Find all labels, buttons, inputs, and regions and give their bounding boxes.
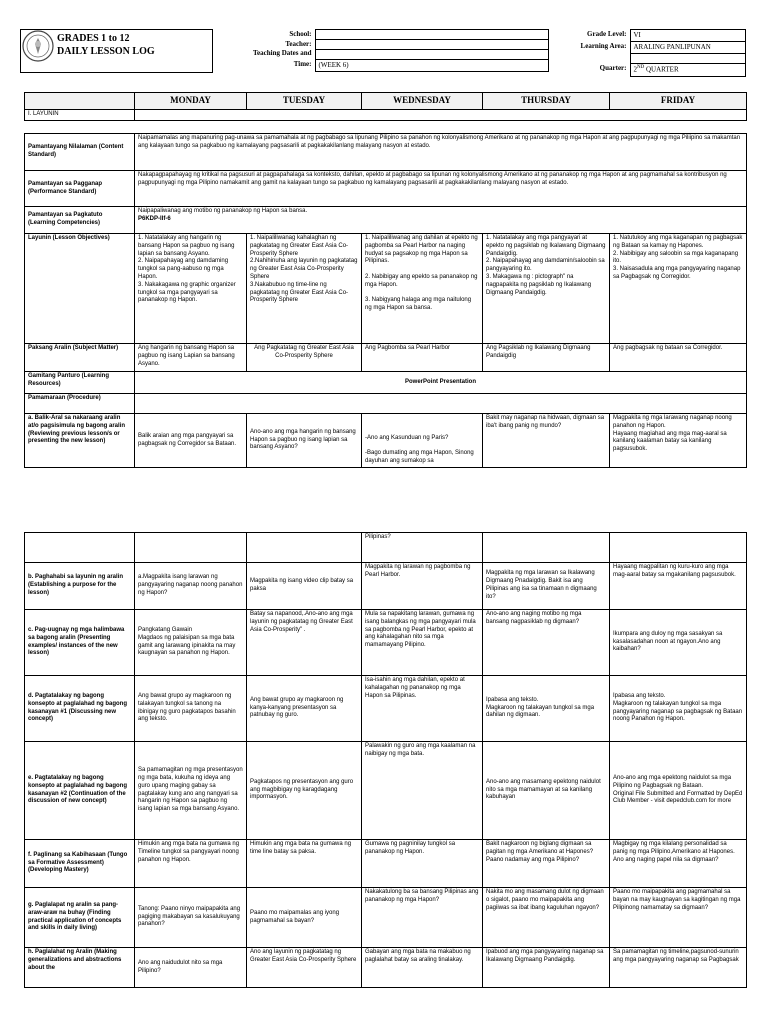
cont-wednesday: Pilipinas? <box>362 533 483 563</box>
row-d-label: d. Pagtatalakay ng bagong konsepto at paglalahad ng bagong kasanayan #1 (Discussing new concept) <box>25 676 135 742</box>
objectives-tuesday: 1. Naipaliliwanag kahalaghan ng pagkatatag ng Greater East Asia Co-Prosperity Sphere 2.Nahihinuha ang layunin ng pagkatatag ng Greater East Asia Co-Prosperity Sphere 3.Nakabubuo ng time-line ng pagkatatag ng Greater East Asia Co-Prosperity Sphere <box>247 234 362 344</box>
time-label: Time: <box>293 59 312 68</box>
grade-field[interactable]: VI <box>630 30 745 42</box>
row-h-wednesday: Gabayan ang mga bata na makabuo ng paglalahat batay sa araling tinalakay. <box>362 948 483 988</box>
objectives-thursday: 1. Natatalakay ang mga pangyayari at epekto ng pagsiklab ng Ikalawang Digmaang Pandaigdig. 2. Naipapahayag ang damdamin/saloobin sa pangyayaring ito. 3. Makagawa ng : pictograph" na nagpapakita ng pagsiklab ng Ikalawang Digmaang Pandaigdig. <box>483 234 610 344</box>
subject-monday: Ang hangarin ng bansang Hapon sa pagbuo ng isang Lapian sa bansang Asyano. <box>135 344 247 372</box>
cont-friday <box>610 533 747 563</box>
lesson-table-page-2 <box>24 532 747 988</box>
row-c-friday: Ikumpara ang duloy ng mga sasakyan sa kasalasadahan noon at ngayon.Ano ang kaibahan? <box>610 610 747 676</box>
grade-label: Grade Level: <box>587 29 627 38</box>
header-info-table <box>211 29 549 72</box>
row-h-friday: Sa pamamagitan ng timeline,pagsunod-sunurin ang mga pangyayaring naganap sa Pagbagsak <box>610 948 747 988</box>
lesson-table-page-1 <box>24 92 747 468</box>
resources-label: Gamitang Panturo (Learning Resources) <box>25 372 135 394</box>
row-e-label: e. Pagtatalakay ng bagong konsepto at paglalahad ng bagong kasanayan #2 (Continuation of the discussion of new concept) <box>25 742 135 840</box>
day-header-tuesday: TUESDAY <box>247 93 362 110</box>
row-e-thursday: Ano-ano ang masamang epektong naidulot nito sa mga mamamayan at sa kanilang kabuhayan <box>483 742 610 840</box>
dates-field[interactable]: (WEEK 6) <box>315 60 548 72</box>
title-line-1: GRADES 1 to 12 <box>57 33 130 44</box>
row-d-thursday: Ipabasa ang teksto. Magkaroon ng talakayan tungkol sa mga dahilan ng digmaan. <box>483 676 610 742</box>
area-label: Learning Area: <box>580 41 627 50</box>
row-c-label: c. Pag-uugnay ng mga halimbawa sa bagong aralin (Presenting examples/ instances of the new lesson) <box>25 610 135 676</box>
row-f-tuesday: Himukin ang mga bata na gumawa ng time line batay sa paksa. <box>247 840 362 888</box>
dates-label: Teaching Dates and <box>253 49 312 57</box>
row-a-friday: Magpakita ng mga larawang naganap noong panahon ng Hapon. Hayaang magiahad ang mga mag-aaral sa kanilang kaalaman batay sa kanilang pagsusubok. <box>610 414 747 468</box>
row-f-thursday: Bakit nagkaroon ng biglang digmaan sa pagitan ng mga Amerikano at Hapones? Paano nadamay ang mga Pilipino? <box>483 840 610 888</box>
row-f-label: f. Paglinang sa Kabihasaan (Tungo sa Formative Assessment) (Developing Mastery) <box>25 840 135 888</box>
competencies-text <box>135 207 747 234</box>
section-layunin: I. LAYUNIN <box>25 110 135 121</box>
teacher-label: Teacher: <box>285 39 312 48</box>
row-d-wednesday: Isa-isahin ang mga dahilan, epekto at kahalagahan ng pananakop ng mga Hapon sa Pilipinas. <box>362 676 483 742</box>
day-header-wednesday: WEDNESDAY <box>362 93 483 110</box>
blank-label <box>548 54 630 64</box>
objectives-label: Layunin (Lesson Objectives) <box>25 234 135 344</box>
row-b-label: b. Paghahabi sa layunin ng aralin (Establishing a purpose for the lesson) <box>25 563 135 610</box>
section-layunin-fill <box>135 110 747 121</box>
row-f-wednesday: Gumawa ng pagninilay tungkol sa pananakop ng Hapon. <box>362 840 483 888</box>
objectives-wednesday: 1. Naipaliliwanag ang dahilan at epekto ng pagbomba sa Pearl Harbor na naging hudyat sa pagsakop ng mga Hapon sa Pilipinas. 2. Nabibigay ang epekto sa pananakop ng mga Hapon. 3. Nabigyang halaga ang mga naitulong ng mga Hapon sa bansa. <box>362 234 483 344</box>
row-b-friday: Hayaang magpalitan ng kuru-kuro ang mga mag-aaral batay sa mgakanilang pagsusubok. <box>610 563 747 610</box>
performance-standard-text: Nakapagpapahayag ng kritikal na pagsusuri at pagpapahalaga sa konteksto, dahilan, epekto at pagbabago sa lipunan ng kolonyalismong Amerikano at ng pananakop ng mga Hapon at ang pagmamahal sa kontribusyon ng pagpupunyagi ng mga Pilipino namakamit ang gamit na kalayaan tungo sa pagkabuo ng kamalayang pagsasarili at pagkakakilanlang malayang nasyon at estado. <box>135 171 747 207</box>
row-h-tuesday: Ano ang layunin ng pagkatatag ng Greater East Asia Co-Prosperity Sphere <box>247 948 362 988</box>
row-g-label: g. Paglalapat ng aralin sa pang-araw-araw na buhay (Finding practical application of concepts and skills in daily living) <box>25 888 135 948</box>
row-h-label: h. Paglalahat ng Aralin (Making generalizations and abstractions about the <box>25 948 135 988</box>
row-f-friday: Magbigay ng mga kilalang personalidad sa panig ng mga Pilipino,Amerikano at Hapones. Ano ang naging papel nila sa digmaan? <box>610 840 747 888</box>
row-e-tuesday: Pagkatapos ng presentasyon ang guro ang magbibigay ng karagdagang impormasyon. <box>247 742 362 840</box>
competency-statement: Naipapaliwanag ang motibo ng pananakop ng Hapon sa bansa. <box>138 208 308 214</box>
objectives-monday: 1. Natatalakay ang hangarin ng bansang Hapon sa pagbuo ng isang lapian sa bansang Asyano. 2. Naipapahayag ang damdaming tungkol sa pang-aabuso ng mga Hapon. 3. Nakakagawa ng graphic organizer tungkol sa mga pangyayari sa pananakop ng Hapon. <box>135 234 247 344</box>
row-h-monday: Ano ang naidudulot nito sa mga Pilipino? <box>135 948 247 988</box>
row-f-monday: Himukin ang mga bata na gumawa ng Timeline tungkol sa pangyayari noong panahon ng Hapon. <box>135 840 247 888</box>
day-header-thursday: THURSDAY <box>483 93 610 110</box>
objectives-friday: 1. Natutukoy ang mga kaganapan ng pagbagsak ng Bataan sa kamay ng Hapones. 2. Nabibigay ang saloobin sa mga kaganapang ito. 3. Naisasadula ang mga pangyayaring naganap sa Pagbagsak ng Corregidor. <box>610 234 747 344</box>
school-label: School: <box>289 29 312 38</box>
row-g-friday: Paano mo maipapakita ang pagmamahal sa bayan na may kaugnayan sa kagitingan ng mga Pilipinong namamatay sa digmaan? <box>610 888 747 948</box>
corner-cell <box>25 93 135 110</box>
performance-standard-label: Pamantayan sa Pagganap (Performance Standard) <box>25 171 135 207</box>
cont-label <box>25 533 135 563</box>
row-c-wednesday: Mula sa napakitang larawan, gumawa ng isang balangkas ng mga pangyayari mula sa pagbomba ng Pearl Harbor, epekto at ang kahalagahan nito sa mga mamamayang Pilipino. <box>362 610 483 676</box>
subject-wednesday: Ang Pagbomba sa Pearl Harbor <box>362 344 483 372</box>
competencies-label: Pamantayan sa Pagkatuto (Learning Competencies) <box>25 207 135 234</box>
row-e-monday: Sa pamamagitan ng mga presentasyon ng mga bata, kukuha ng ideya ang guro upang maging gabay sa pagtalakay kung ano ang nangyari sa hangarin ng Hapon sa pagbuo ng isang lapian sa mga bansang Asyano. <box>135 742 247 840</box>
row-e-friday: Ano-ano ang mga epektong naidulot sa mga Pilipino ng Pagbagsak ng Bataan. Original File Submitted and Formatted by DepEd Club Member - visit depedclub.com for more <box>610 742 747 840</box>
row-g-tuesday: Paano mo maipamalas ang iyong pagmamahal sa bayan? <box>247 888 362 948</box>
row-b-thursday: Magpakita ng mga larawan sa Ikalawang Digmaang Pnadaigdig. Bakit isa ang Pilipinas ang isa sa tinamaan n digmaang ito? <box>483 563 610 610</box>
row-c-monday: Pangkatang Gawain Magdaos ng palaisipan sa mga bata gamit ang larawang ipinakita na may kaugnayan sa panahon ng Hapon. <box>135 610 247 676</box>
day-header-monday: MONDAY <box>135 93 247 110</box>
cont-thursday <box>483 533 610 563</box>
row-g-monday: Tanong: Paano ninyo maipapakita ang pagiging makabayan sa kasalukuyang panahon? <box>135 888 247 948</box>
blank-field <box>630 54 745 64</box>
area-field[interactable]: ARALING PANLIPUNAN <box>630 42 745 54</box>
quarter-label: Quarter: <box>599 63 627 72</box>
row-a-thursday: Bakit may naganap na hidwaan, digmaan sa iba't ibang panig ng mundo? <box>483 414 610 468</box>
row-a-label: a. Balik-Aral sa nakaraang aralin at/o pagsisimula ng bagong aralin (Reviewing previous lesson/s or presenting the new lesson) <box>25 414 135 468</box>
row-g-thursday: Nakita mo ang masamang dulot ng digmaan o sigalot, paano mo maipapakita ang pagiiwas sa ibat ibang kaguluhan ngayon? <box>483 888 610 948</box>
spacer-row <box>25 121 747 134</box>
row-a-monday: Balik araian ang mga pangyayari sa pagbagsak ng Corregidor sa Bataan. <box>135 414 247 468</box>
row-b-monday: a.Magpakita isang larawan ng pangyayaring naganap noong panahon ng Hapon? <box>135 563 247 610</box>
content-standard-text: Naipamamalas ang mapanuring pag-unawa sa pamamahala at ng pagbabago sa lipunang Pilipino sa panahon ng kolonyalismong Amerikano at ng pananakop ng mga Hapon at ang pagpupunyagi ng mga Piliipino sa makamtan ang kalayaan tungo sa pagkabuo ng kamalayang pagsasarili at pagkakakilanlang malayang nasyon at estado. <box>135 134 747 171</box>
teacher-field[interactable] <box>315 40 548 50</box>
school-field[interactable] <box>315 30 548 40</box>
row-e-wednesday: Palawakin ng guro ang mga kaalaman na naibigay ng mga bata. <box>362 742 483 840</box>
procedure-fill <box>135 394 747 414</box>
day-header-friday: FRIDAY <box>610 93 747 110</box>
procedure-label: Pamamaraan (Procedure) <box>25 394 135 414</box>
row-b-tuesday: Magpakita ng isang video clip batay sa paksa <box>247 563 362 610</box>
deped-seal-logo <box>22 30 54 62</box>
row-a-wednesday: -Ano ang Kasunduan ng Paris? -Bago dumating ang mga Hapon, Sinong dayuhan ang sumakop sa <box>362 414 483 468</box>
cont-monday <box>135 533 247 563</box>
dates-field-top[interactable] <box>315 50 548 60</box>
row-a-tuesday: Ano-ano ang mga hangarin ng bansang Hapon sa pagbuo ng isang lapian sa bansang Asyano? <box>247 414 362 468</box>
cont-tuesday <box>247 533 362 563</box>
row-d-tuesday: Ang bawat grupo ay magkaroon ng kanya-kanyang presentasyon sa patnubay ng guro. <box>247 676 362 742</box>
row-c-thursday: Ano-ano ang naging motibo ng mga bansang nagpasiklab ng digmaan? <box>483 610 610 676</box>
quarter-field[interactable]: 2ND QUARTER <box>630 64 745 76</box>
row-d-friday: Ipabasa ang teksto. Magkaroon ng talakayan tungkol sa mga pangyayaring naganap sa pagbagsak ng Bataan noong Panahon ng Hapon. <box>610 676 747 742</box>
row-c-tuesday: Batay sa napanood,.Ano-ano ang mga layunin ng pagkatatag ng Greater East Asia Co-Prosperity" . <box>247 610 362 676</box>
subject-matter-label: Paksang Aralin (Subject Matter) <box>25 344 135 372</box>
subject-thursday: Ang Pagsiklab ng Ikalawang Digmaang Pandaigdig <box>483 344 610 372</box>
row-d-monday: Ang bawat grupo ay magkaroon ng talakayan tungkol sa tanong na ibinigay ng guro pagkatapos basahin ang teksto. <box>135 676 247 742</box>
title-line-2: DAILY LESSON LOG <box>57 46 155 57</box>
row-b-wednesday: Magpakita ng larawan ng pagbomba ng Pearl Harbor. <box>362 563 483 610</box>
resources-text: PowerPoint Presentation <box>135 372 747 394</box>
competency-code: P6KDP-IIf-6 <box>138 215 171 222</box>
header-class-table <box>548 29 746 77</box>
row-g-wednesday: Nakakatulong ba sa bansang Pilipinas ang pananakop ng mga Hapon? <box>362 888 483 948</box>
subject-friday: Ang pagbagsak ng bataan sa Corregidor. <box>610 344 747 372</box>
content-standard-label: Pamantayang Nilalaman (Content Standard) <box>25 134 135 171</box>
row-h-thursday: Ipabuod ang mga pangyayaring naganap sa Ikalawang Digmaang Pandaigdig. <box>483 948 610 988</box>
subject-tuesday: Ang Pagkatatag ng Greater East Asia Co-Prosperity Sphere <box>247 344 362 372</box>
